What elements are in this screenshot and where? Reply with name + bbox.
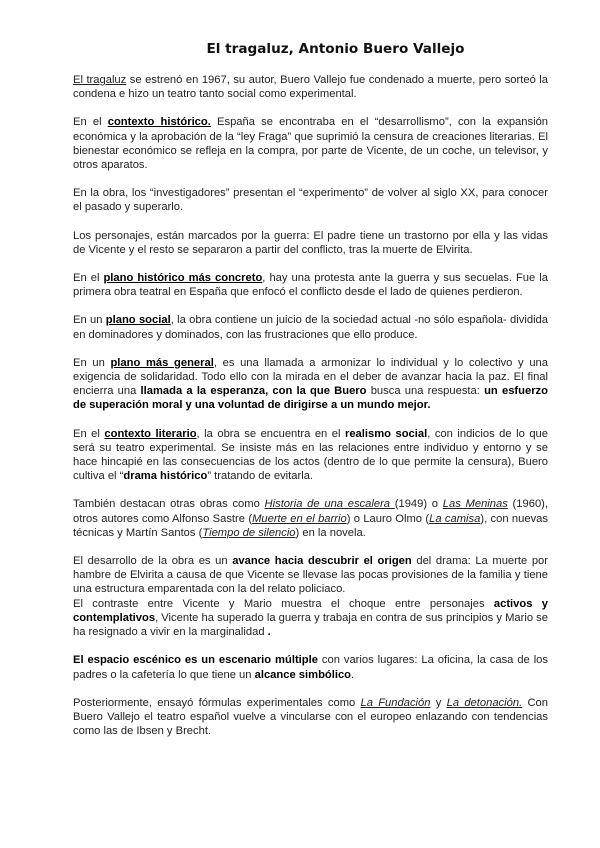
bold-phrase: drama histórico <box>123 470 208 483</box>
bold-phrase: . <box>264 626 271 639</box>
text: ) o Lauro Olmo ( <box>346 512 430 525</box>
text: España se encontraba en el “desarrollismo”, con la expansión económica y la aprobación de la “ley Fraga” que suprimió la censura de creaciones literarias. El bienestar económico se refleja en la compra, por parte de Vicente, de un coche, un televisor, y otros aparatos. <box>73 116 549 172</box>
key-term: plano social <box>105 314 171 327</box>
document-title: El tragaluz, Antonio Buero Vallejo <box>206 41 465 57</box>
text: (1949) o <box>394 498 443 511</box>
key-term: plano más general <box>110 356 214 369</box>
paragraph-other-works <box>73 497 548 540</box>
text: busca una respuesta: <box>366 385 485 398</box>
text: ), con nuevas técnicas y Martín Santos ( <box>73 512 548 539</box>
paragraph-contrast <box>73 597 548 640</box>
text: ) en la novela. <box>295 526 366 539</box>
work-title: La camisa <box>429 512 481 525</box>
text: En un <box>73 314 106 327</box>
bold-phrase: avance hacia descubrir el origen <box>232 555 412 568</box>
text: En el <box>73 116 108 129</box>
paragraph-investigators: En la obra, los “investigadores” presentan el “experimento” de volver al siglo XX, para conocer el pasado y superarlo. <box>73 187 548 214</box>
paragraph-later-works <box>73 696 548 739</box>
bold-phrase: un esfuerzo de superación moral y una voluntad de dirigirse a un mundo mejor. <box>73 385 548 412</box>
work-title: Tiempo de silencio <box>202 526 296 539</box>
text: El desarrollo de la obra es un <box>73 555 233 568</box>
work-title: Las Meninas <box>442 498 508 511</box>
paragraph-intro <box>73 73 548 101</box>
paragraph-scenic-space <box>73 653 548 681</box>
text: , la obra se encuentra en el <box>196 427 345 440</box>
bold-phrase: llamada a la esperanza, con la que Buero <box>140 385 367 398</box>
text: Con Buero Vallejo el teatro español vuelve a vincularse con el europeo enlazando con tendencias como las de Ibsen y Brecht. <box>73 696 548 738</box>
work-title: El tragaluz <box>73 74 127 86</box>
text: El contraste entre Vicente y Mario muestra el choque entre personajes <box>73 597 494 610</box>
key-term: contexto histórico. <box>107 116 211 129</box>
text: También destacan otras obras como <box>73 498 265 511</box>
text: y <box>430 696 447 709</box>
text: En el <box>73 272 104 285</box>
work-title: La Fundación <box>360 696 431 709</box>
text: , la obra contiene un juicio de la sociedad actual -no sólo española- dividida en dominadores y dominados, con las frustraciones que ello produce. <box>73 314 548 341</box>
key-term: contexto literario <box>104 427 197 440</box>
text: (1960), otros autores como Alfonso Sastre ( <box>73 498 548 525</box>
paragraph-social-plane <box>73 313 548 341</box>
text: . <box>351 668 355 681</box>
text: En un <box>73 356 111 369</box>
bold-phrase: alcance simbólico <box>254 668 352 681</box>
paragraph-general-plane <box>73 356 548 413</box>
text: ” tratando de evitarla. <box>207 470 314 483</box>
paragraph-characters: Los personajes, están marcados por la guerra: El padre tiene un trastorno por ella y las vidas de Vicente y el resto se separaron a partir del conflicto, tras la muerte de Elvirita. <box>73 229 548 256</box>
text: , hay una protesta ante la guerra y sus secuelas. Fue la primera obra teatral en España que enfocó el conflicto desde el lado de quienes perdieron. <box>73 272 548 299</box>
text: Posteriormente, ensayó fórmulas experimentales como <box>73 696 361 709</box>
work-title: La detonación. <box>446 696 523 709</box>
text: , con indicios de lo que será su teatro experimental. Se insiste más en las relaciones entre individuo y entorno y se hace hincapié en las consecuencias de los actos (dentro de lo que permite la censura), Buero cultiva el “ <box>73 427 548 483</box>
text: se estrenó en 1967, su autor, Buero Vallejo fue condenado a muerte, pero sorteó la condena e hizo un teatro tanto social como experimental. <box>73 74 548 101</box>
bold-phrase: realismo social <box>344 427 428 440</box>
paragraph-historical-context <box>73 115 548 172</box>
paragraph-historical-plane <box>73 271 548 299</box>
text: del drama: La muerte por hambre de Elvirita a causa de que Vicente se llevase las pocas provisiones de la familia y tiene una estructura emparentada con la del relato policiaco. <box>73 555 549 596</box>
bold-phrase: activos y contemplativos <box>73 597 549 624</box>
text: , es una llamada a armonizar lo individual y lo colectivo y una exigencia de solidaridad. Todo ello con la mirada en el deber de avanzar hacia la paz. El final encierra una <box>73 356 548 398</box>
paragraph-literary-context <box>73 427 548 484</box>
work-title: Historia de una escalera <box>264 498 395 511</box>
key-term: plano histórico más concreto <box>103 272 263 285</box>
text: con varios lugares: La oficina, la casa de los padres o la cafetería lo que tiene un <box>73 654 548 681</box>
text: , Vicente ha superado la guerra y trabaja en contra de sus principios y Mario se ha resignado a vivir en la marginalidad <box>73 611 548 639</box>
paragraph-development <box>73 554 548 597</box>
text: En el <box>73 427 105 440</box>
bold-phrase: El espacio escénico es un escenario múltiple <box>73 654 318 667</box>
work-title: Muerte en el barrio <box>252 512 347 525</box>
